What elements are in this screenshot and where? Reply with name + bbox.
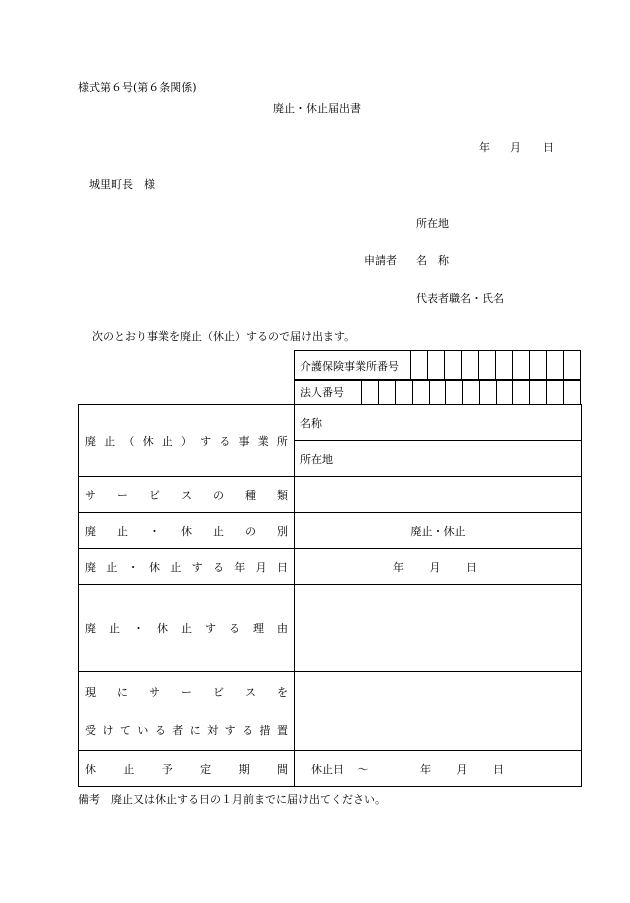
reason-label: 廃 止 ・ 休 止 す る 理 由 <box>85 622 288 635</box>
abolish-date-field[interactable] <box>295 549 582 585</box>
corp-number-digit[interactable] <box>530 380 547 405</box>
corp-number-digit[interactable] <box>496 380 513 405</box>
measure-field[interactable] <box>295 672 582 751</box>
corp-number-digit[interactable] <box>513 380 530 405</box>
suspension-start-label: 休止日 <box>311 762 344 776</box>
care-number-digit[interactable] <box>411 351 428 381</box>
main-form-table <box>78 404 582 787</box>
abolish-date-year: 年 <box>393 560 404 574</box>
office-address-label[interactable]: 所在地 <box>295 441 582 477</box>
corp-number-digit[interactable] <box>446 380 463 405</box>
care-number-label: 介護保険事業所番号 <box>295 351 411 381</box>
date-month-label: 月 <box>510 141 521 154</box>
corp-number-digit[interactable] <box>395 380 412 405</box>
abolish-suspend-type-value[interactable]: 廃止・休止 <box>295 513 582 549</box>
suspension-date-day: 日 <box>493 762 504 776</box>
corp-number-digit[interactable] <box>429 380 446 405</box>
measure-label-line1: 現 に サ ー ビ ス を <box>85 686 288 699</box>
service-type-field[interactable] <box>295 477 582 513</box>
corp-number-table <box>294 379 581 405</box>
period-separator: ～ <box>357 762 369 776</box>
care-number-digit[interactable] <box>496 351 513 381</box>
suspension-period-field[interactable] <box>295 751 582 787</box>
intro-statement: 次のとおり事業を廃止（休止）するので届け出ます。 <box>92 330 356 343</box>
corp-number-digit[interactable] <box>412 380 429 405</box>
suspension-date-year: 年 <box>420 762 431 776</box>
care-number-digit[interactable] <box>513 351 530 381</box>
applicant-address-label: 所在地 <box>416 217 449 230</box>
office-label: 廃 止 （ 休 止 ） す る 事 業 所 <box>85 434 288 448</box>
care-number-digit[interactable] <box>530 351 547 381</box>
care-number-digit[interactable] <box>462 351 479 381</box>
abolish-suspend-type-label: 廃 止 ・ 休 止 の 別 <box>85 524 288 538</box>
care-number-digit[interactable] <box>445 351 462 381</box>
office-name-label[interactable]: 名称 <box>295 405 582 441</box>
addressee: 城里町長 様 <box>89 178 155 191</box>
care-number-digit[interactable] <box>547 351 564 381</box>
corp-number-digit[interactable] <box>563 380 580 405</box>
care-number-digit[interactable] <box>428 351 445 381</box>
measure-label-line2: 受 け て い る 者 に 対 す る 措 置 <box>85 724 288 737</box>
corp-number-label: 法人番号 <box>295 380 362 405</box>
service-type-label: サ ー ビ ス の 種 類 <box>85 488 288 502</box>
suspension-date-month: 月 <box>456 762 468 776</box>
corp-number-digit[interactable] <box>362 380 379 405</box>
number-table <box>294 350 581 381</box>
form-number: 様式第６号(第６条関係) <box>78 81 197 94</box>
document-title: 廃止・休止届出書 <box>273 102 361 115</box>
abolish-date-day: 日 <box>466 560 477 574</box>
corp-number-digit[interactable] <box>547 380 564 405</box>
corp-number-digit[interactable] <box>479 380 496 405</box>
corp-number-digit[interactable] <box>379 380 396 405</box>
suspension-period-label: 休 止 予 定 期 間 <box>85 762 288 776</box>
applicant-representative-label: 代表者職名・氏名 <box>416 292 504 305</box>
office-label-cell <box>79 405 295 477</box>
reason-field[interactable] <box>295 585 582 672</box>
applicant-label: 申請者 <box>364 254 397 267</box>
care-number-digit[interactable] <box>479 351 496 381</box>
care-number-digit[interactable] <box>564 351 581 381</box>
applicant-name-label: 名 称 <box>416 254 449 267</box>
corp-number-digit[interactable] <box>463 380 480 405</box>
date-day-label: 日 <box>543 141 554 154</box>
measure-label-cell <box>79 672 295 751</box>
abolish-date-month: 月 <box>429 560 441 574</box>
abolish-date-label: 廃 止 ・ 休 止 す る 年 月 日 <box>85 560 288 574</box>
date-year-label: 年 <box>479 141 490 154</box>
remarks-note: 備考 廃止又は休止する日の１月前までに届け出てください。 <box>78 793 386 806</box>
